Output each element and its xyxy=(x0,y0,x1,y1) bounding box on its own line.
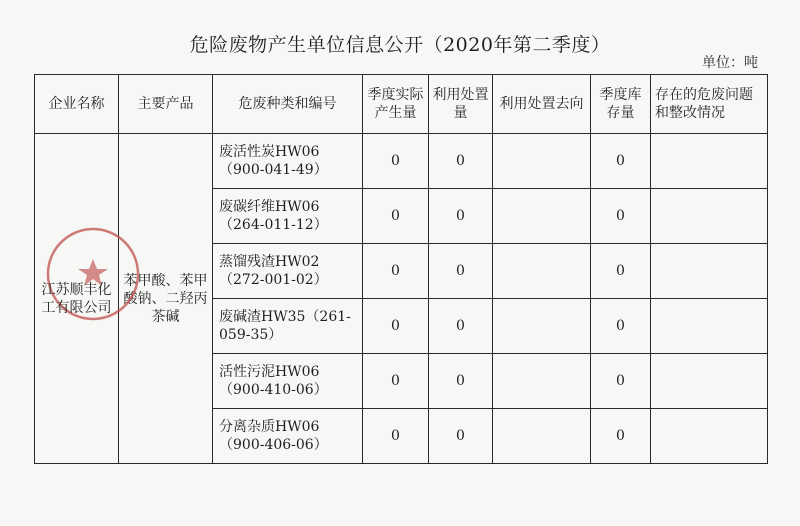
destination-cell xyxy=(493,299,591,354)
stock-cell: 0 xyxy=(591,134,651,189)
waste-cell: 废碱渣HW35（261-059-35） xyxy=(213,299,363,354)
destination-cell xyxy=(493,409,591,464)
destination-cell xyxy=(493,354,591,409)
stock-cell: 0 xyxy=(591,189,651,244)
generated-cell: 0 xyxy=(363,299,429,354)
issues-cell xyxy=(651,244,768,299)
disposed-cell: 0 xyxy=(429,244,493,299)
waste-info-table xyxy=(34,74,768,464)
waste-cell: 废活性炭HW06（900-041-49） xyxy=(213,134,363,189)
stock-cell: 0 xyxy=(591,299,651,354)
header-waste: 危废种类和编号 xyxy=(213,75,363,134)
waste-cell: 蒸馏残渣HW02（272-001-02） xyxy=(213,244,363,299)
generated-cell: 0 xyxy=(363,354,429,409)
product-name: 苯甲酸、苯甲酸钠、二羟丙茶碱 xyxy=(123,272,208,325)
issues-cell xyxy=(651,299,768,354)
issues-cell xyxy=(651,189,768,244)
disposed-cell: 0 xyxy=(429,354,493,409)
header-company: 企业名称 xyxy=(35,75,119,134)
header-destination: 利用处置去向 xyxy=(493,75,591,134)
header-product: 主要产品 xyxy=(119,75,213,134)
issues-cell xyxy=(651,354,768,409)
header-disposed: 利用处置量 xyxy=(429,75,493,134)
company-name: 江苏顺丰化工有限公司 xyxy=(41,281,112,316)
destination-cell xyxy=(493,134,591,189)
table-row xyxy=(35,134,768,189)
generated-cell: 0 xyxy=(363,189,429,244)
document-title: 危险废物产生单位信息公开（2020年第二季度） xyxy=(189,34,611,56)
waste-cell: 废碳纤维HW06（264-011-12） xyxy=(213,189,363,244)
unit-label: 单位：吨 xyxy=(702,55,758,71)
issues-cell xyxy=(651,134,768,189)
company-cell xyxy=(35,134,119,464)
generated-cell: 0 xyxy=(363,409,429,464)
header-generated: 季度实际产生量 xyxy=(363,75,429,134)
disposed-cell: 0 xyxy=(429,409,493,464)
stock-cell: 0 xyxy=(591,244,651,299)
header-stock: 季度库存量 xyxy=(591,75,651,134)
generated-cell: 0 xyxy=(363,134,429,189)
disposed-cell: 0 xyxy=(429,134,493,189)
destination-cell xyxy=(493,244,591,299)
disposed-cell: 0 xyxy=(429,189,493,244)
header-row xyxy=(35,75,768,134)
stock-cell: 0 xyxy=(591,354,651,409)
stock-cell: 0 xyxy=(591,409,651,464)
waste-cell: 活性污泥HW06（900-410-06） xyxy=(213,354,363,409)
waste-cell: 分离杂质HW06（900-406-06） xyxy=(213,409,363,464)
issues-cell xyxy=(651,409,768,464)
disposed-cell: 0 xyxy=(429,299,493,354)
destination-cell xyxy=(493,189,591,244)
header-issues: 存在的危废问题和整改情况 xyxy=(651,75,768,134)
generated-cell: 0 xyxy=(363,244,429,299)
